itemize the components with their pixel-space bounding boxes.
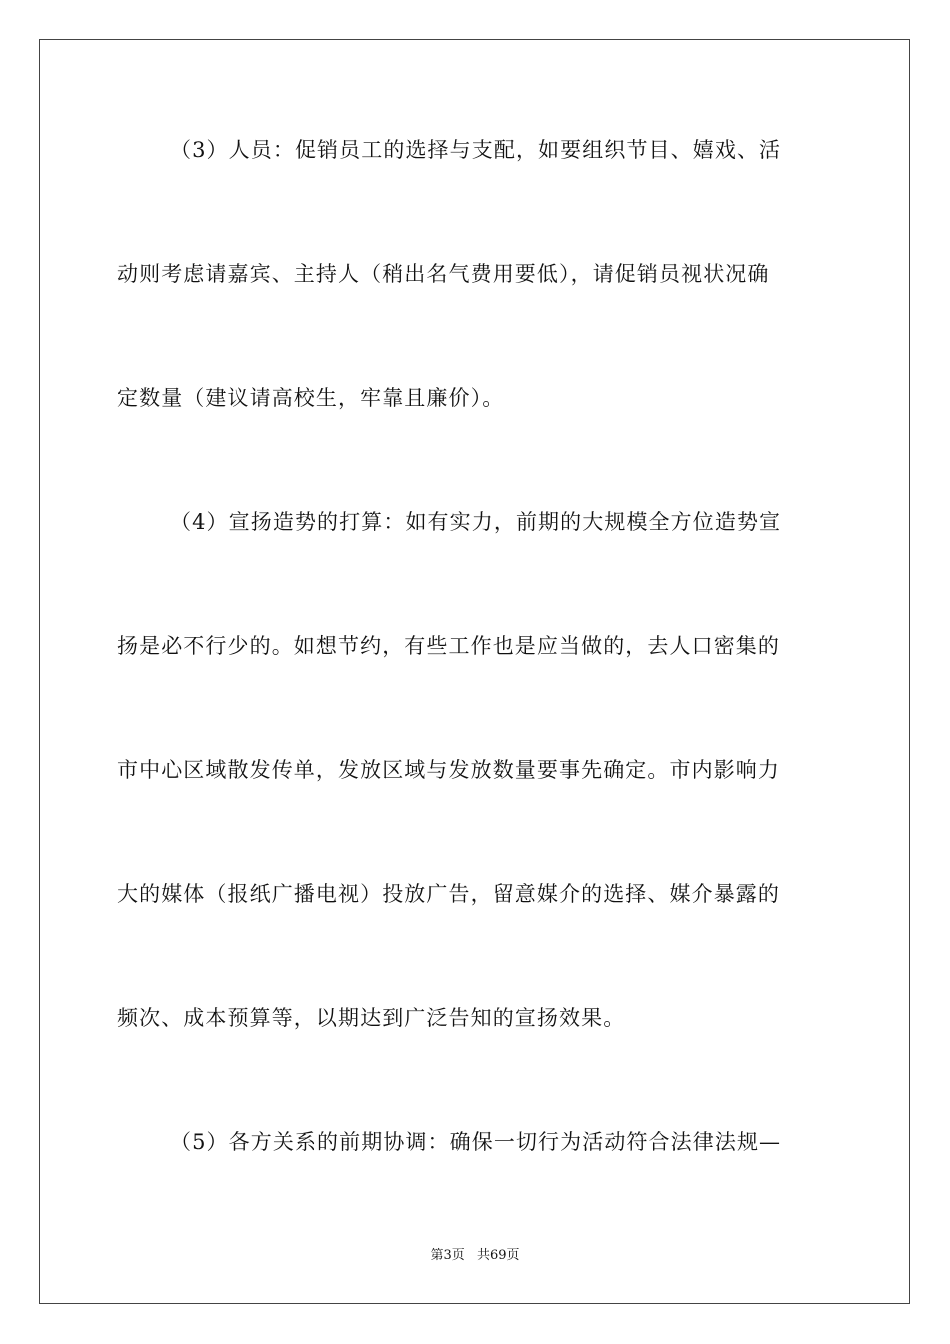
- total-pages: 共69页: [476, 1248, 520, 1263]
- paragraph-4-line-2: 扬是必不行少的。如想节约，有些工作也是应当做的，去人口密集的: [117, 634, 780, 658]
- page-footer: [0, 1247, 950, 1265]
- paragraph-4-line-3: 市中心区域散发传单，发放区域与发放数量要事先确定。市内影响力: [117, 758, 780, 782]
- page-border: [39, 39, 910, 1304]
- paragraph-4-line-4: 大的媒体（报纸广播电视）投放广告，留意媒介的选择、媒介暴露的: [117, 882, 780, 906]
- paragraph-3-line-1: （3）人员：促销员工的选择与支配，如要组织节目、嬉戏、活: [170, 138, 782, 162]
- paragraph-3-line-2: 动则考虑请嘉宾、主持人（稍出名气费用要低），请促销员视状况确: [117, 262, 770, 286]
- paragraph-4-line-1: （4）宣扬造势的打算：如有实力，前期的大规模全方位造势宣: [170, 510, 782, 534]
- page-number: 第3页: [430, 1248, 465, 1263]
- paragraph-3-line-3: 定数量（建议请高校生，牢靠且廉价）。: [117, 386, 505, 410]
- paragraph-4-line-5: 频次、成本预算等，以期达到广泛告知的宣扬效果。: [117, 1006, 626, 1030]
- paragraph-5-line-1: （5）各方关系的前期协调：确保一切行为活动符合法律法规—: [170, 1130, 782, 1154]
